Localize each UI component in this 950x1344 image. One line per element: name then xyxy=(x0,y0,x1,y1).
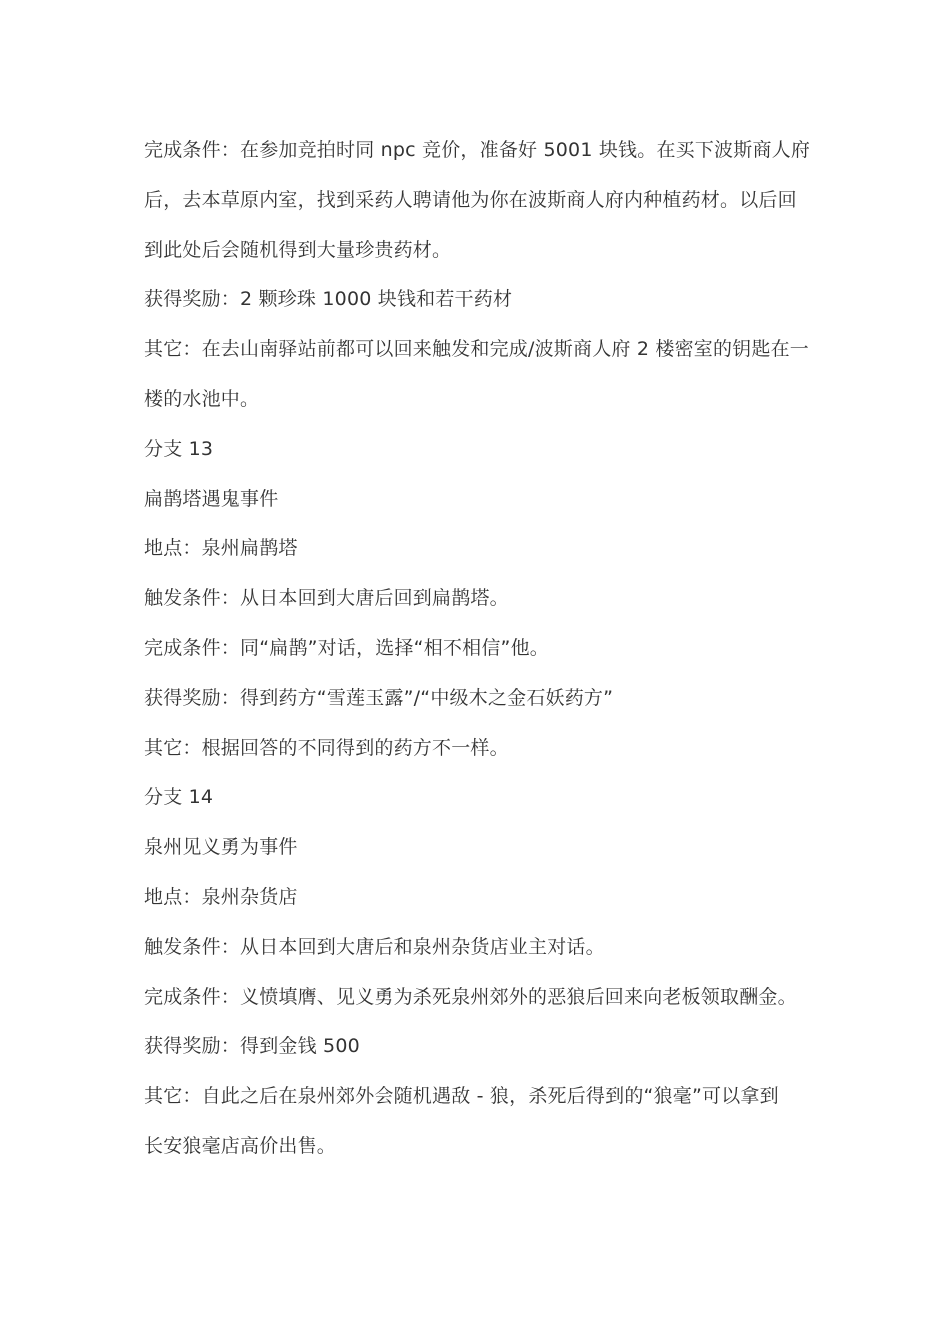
paragraph-line: 触发条件：从日本回到大唐后回到扁鹊塔。 xyxy=(144,587,509,610)
paragraph-line: 获得奖励：得到金钱 500 xyxy=(144,1035,360,1058)
section-heading: 分支 14 xyxy=(144,786,214,809)
paragraph-line: 获得奖励：得到药方“雪莲玉露”/“中级木之金石妖药方” xyxy=(144,686,614,709)
section-heading: 分支 13 xyxy=(144,437,214,460)
paragraph-line: 触发条件：从日本回到大唐后和泉州杂货店业主对话。 xyxy=(144,935,605,958)
document-body xyxy=(144,130,814,1176)
paragraph-line: 完成条件：义愤填膺、见义勇为杀死泉州郊外的恶狼后回来向老板领取酬金。 xyxy=(144,985,797,1008)
paragraph-line: 其它：在去山南驿站前都可以回来触发和完成/波斯商人府 2 楼密室的钥匙在一 xyxy=(144,338,809,361)
paragraph-line: 到此处后会随机得到大量珍贵药材。 xyxy=(144,238,452,261)
event-title: 扁鹊塔遇鬼事件 xyxy=(144,487,279,510)
paragraph-line: 地点：泉州扁鹊塔 xyxy=(144,537,298,560)
paragraph-line: 获得奖励：2 颗珍珠 1000 块钱和若干药材 xyxy=(144,288,513,311)
event-title: 泉州见义勇为事件 xyxy=(144,836,298,859)
paragraph-line: 其它：自此之后在泉州郊外会随机遇敌 - 狼，杀死后得到的“狼毫”可以拿到 xyxy=(144,1085,779,1108)
paragraph-line: 地点：泉州杂货店 xyxy=(144,885,298,908)
paragraph-line: 完成条件：在参加竞拍时同 npc 竞价，准备好 5001 块钱。在买下波斯商人府 xyxy=(144,139,811,161)
paragraph-line: 后，去本草原内室，找到采药人聘请他为你在波斯商人府内种植药材。以后回 xyxy=(144,188,797,211)
paragraph-line: 楼的水池中。 xyxy=(144,387,260,410)
paragraph-line: 长安狼毫店高价出售。 xyxy=(144,1134,337,1157)
paragraph-line: 完成条件：同“扁鹊”对话，选择“相不相信”他。 xyxy=(144,636,549,659)
paragraph-line: 其它：根据回答的不同得到的药方不一样。 xyxy=(144,736,509,759)
